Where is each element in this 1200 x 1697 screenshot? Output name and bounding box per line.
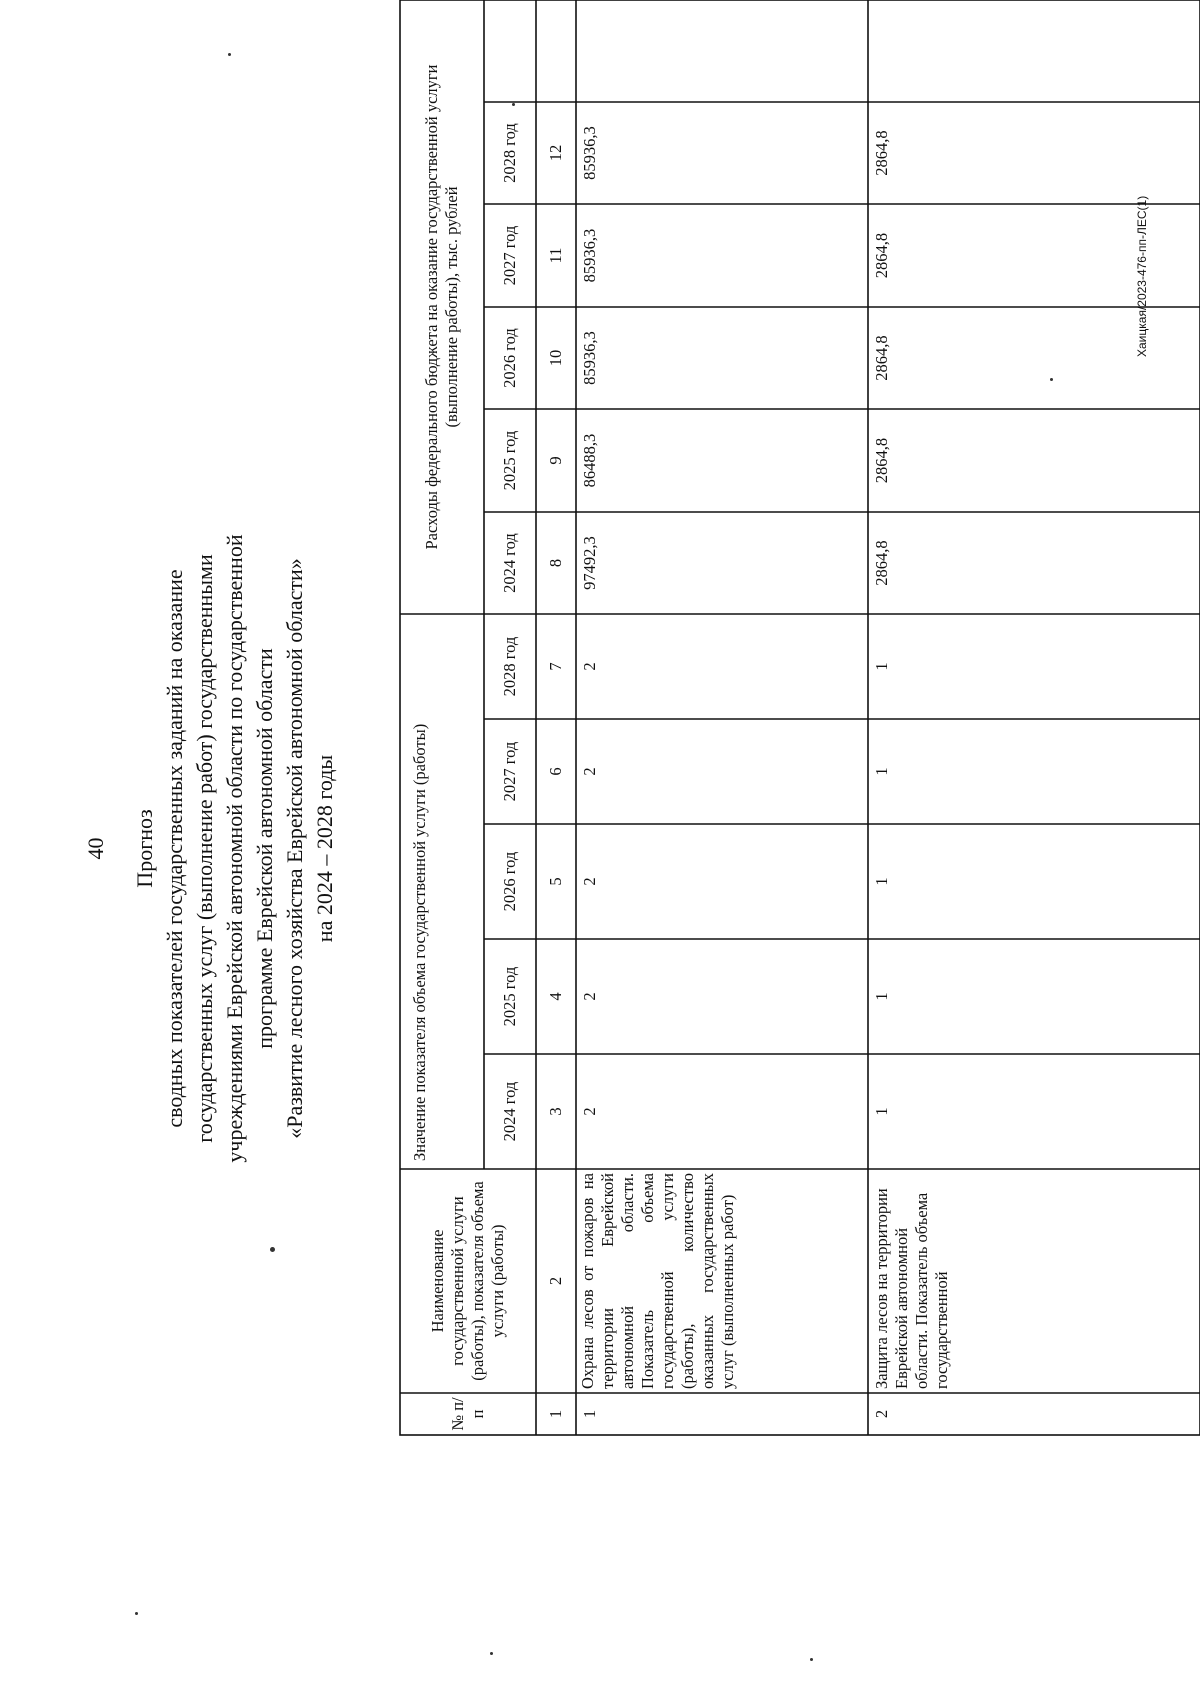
- title-line: «Развитие лесного хозяйства Еврейской автономной области»: [282, 558, 307, 1139]
- scan-speck: [1050, 378, 1053, 381]
- column-number: 5: [546, 877, 565, 886]
- table-cell: 2864,8: [872, 540, 891, 586]
- page-number: 40: [83, 837, 108, 860]
- table-cell: 2: [580, 877, 599, 886]
- title-line: государственных услуг (выполнение работ) государственными: [192, 554, 217, 1143]
- table-row-num: 2: [872, 1409, 891, 1419]
- table-cell: 2864,8: [872, 232, 891, 279]
- table-cell: 1: [872, 992, 891, 1001]
- table-cell: 2864,8: [872, 437, 891, 484]
- column-number: 3: [546, 1107, 565, 1116]
- header-year: 2024 год: [500, 1081, 519, 1142]
- header-year: 2025 год: [500, 966, 519, 1027]
- header-name: Наименование государственной услуги (работы), показателя объема услуги (работы): [428, 1181, 507, 1381]
- table-row-name: Охрана лесов от пожаров на территории Еврейской автономной области. Показатель объема государственной услуги (работы), количество оказанных государственных услуг (выполненных работ): [578, 1173, 737, 1389]
- table-cell: 1: [872, 767, 891, 776]
- column-number: 12: [546, 144, 565, 162]
- header-num: № п/п: [448, 1397, 487, 1431]
- footer-document-code: Хаицкая/2023-476-пп-ЛЕС(1): [1135, 195, 1149, 357]
- table-cell: 1: [872, 877, 891, 886]
- table-row-num: 1: [580, 1409, 599, 1419]
- column-number: 1: [546, 1409, 565, 1419]
- column-number: 6: [546, 767, 565, 776]
- scan-speck: [135, 1612, 138, 1615]
- table-cell: 2: [580, 992, 599, 1001]
- scan-speck: [490, 1652, 493, 1655]
- title-line: учреждениями Еврейской автономной области по государственной: [222, 534, 247, 1163]
- header-year: 2027 год: [500, 225, 519, 286]
- column-number: 11: [546, 247, 565, 264]
- scan-speck: [512, 103, 515, 106]
- table-cell: 85936,3: [580, 228, 599, 283]
- header-year: 2025 год: [500, 430, 519, 491]
- table-cell: 2864,8: [872, 335, 891, 381]
- table-cell: 2: [580, 1107, 599, 1116]
- column-number: 8: [546, 558, 565, 568]
- scan-speck: [810, 1658, 813, 1661]
- title-line: Прогноз: [132, 809, 157, 888]
- table-cell: 2: [580, 662, 599, 671]
- column-number: 7: [546, 662, 565, 671]
- table-cell: 97492,3: [580, 536, 599, 590]
- column-number: 9: [546, 456, 565, 465]
- scan-speck: [270, 1247, 275, 1252]
- table-cell: 85936,3: [580, 331, 599, 385]
- title-line: на 2024 – 2028 годы: [312, 754, 337, 943]
- table-row-name: Защита лесов на территории Еврейской автономной области. Показатель объема государственной: [872, 1188, 951, 1389]
- column-number: 10: [546, 349, 565, 367]
- header-volume-group: Значение показателя объема государственной услуги (работы): [410, 723, 429, 1161]
- header-year: 2026 год: [500, 851, 519, 912]
- table-cell: 1: [872, 662, 891, 671]
- title-line: программе Еврейской автономной области: [252, 648, 277, 1049]
- header-year: 2027 год: [500, 741, 519, 802]
- header-expense-group: Расходы федерального бюджета на оказание государственной услуги (выполнение работы), тыс. рублей: [422, 64, 461, 550]
- header-year: 2024 год: [500, 533, 519, 593]
- table-cell: 2: [580, 767, 599, 776]
- column-number: 2: [546, 1276, 565, 1286]
- table-cell: 86488,3: [580, 433, 599, 488]
- table-cell: 2864,8: [872, 130, 891, 176]
- header-year: 2028 год: [500, 636, 519, 697]
- table-cell: 1: [872, 1107, 891, 1116]
- header-year: 2026 год: [500, 328, 519, 388]
- header-year: 2028 год: [500, 123, 519, 183]
- column-number: 4: [546, 992, 565, 1001]
- title-line: сводных показателей государственных заданий на оказание: [162, 569, 187, 1128]
- scan-speck: [228, 53, 231, 56]
- table-cell: 85936,3: [580, 126, 599, 180]
